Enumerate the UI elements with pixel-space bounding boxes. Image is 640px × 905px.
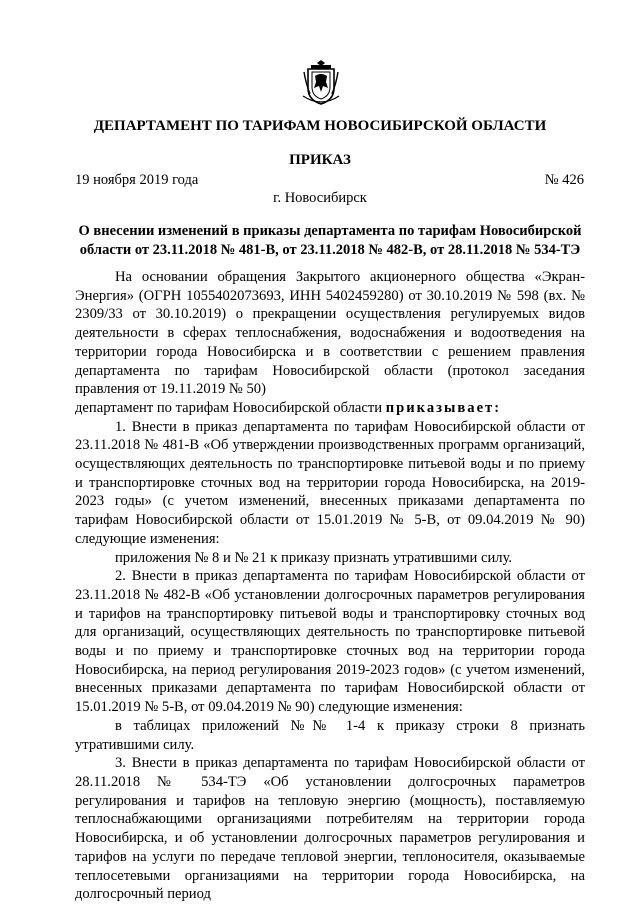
- document-number: № 426: [544, 172, 584, 188]
- paragraph-item-2-change: в таблицах приложений №№ 1-4 к приказу строки 8 признать утратившими силу.: [75, 717, 585, 753]
- paragraph-item-1-change: приложения № 8 и № 21 к приказу признать утратившими силу.: [115, 549, 513, 566]
- orders-keyword: приказывает:: [385, 399, 502, 416]
- department-name: ДЕПАРТАМЕНТ ПО ТАРИФАМ НОВОСИБИРСКОЙ ОБЛАСТИ: [93, 118, 547, 134]
- document-city: г. Новосибирск: [273, 190, 367, 206]
- document-date: 19 ноября 2019 года: [75, 172, 199, 188]
- paragraph-orders: [75, 399, 585, 418]
- paragraph-item-1: 1. Внести в приказ департамента по тарифам Новосибирской области от 23.11.2018 № 481-В «Об утверждении производственных программ организаций, осуществляющих деятельность по транспортировке питьевой воды и по приему и транспортировке сточных вод на территории города Новосибирска, на 2019-2023 годы» (с учетом изменений, внесенных приказами департамента по тарифам Новосибирской области от 15.01.2019 № 5-В, от 09.04.2019 № 90) следующие изменения:: [75, 418, 585, 547]
- paragraph-item-2: 2. Внести в приказ департамента по тарифам Новосибирской области от 23.11.2018 № 482-В «Об установлении долгосрочных параметров регулирования и тарифов на транспортировку питьевой воды и транспортировку сточных вод для организаций, осуществляющих деятельность по транспортировке питьевой воды и по приему и транспортировке сточных вод на территории города Новосибирска, на период регулирования 2019-2023 годов» (с учетом изменений, внесенных приказами департамента по тарифам Новосибирской области от 15.01.2019 № 5-В, от 09.04.2019 № 90) следующие изменения:: [75, 568, 585, 716]
- document-body: [75, 268, 585, 904]
- coat-of-arms-emblem: [302, 58, 340, 106]
- paragraph-item-3: 3. Внести в приказ департамента по тарифам Новосибирской области от 28.11.2018 № 534-ТЭ «Об установлении долгосрочных параметров регулирования и тарифов на тепловую энергию (мощность), поставляемую теплоснабжающими организациями потребителям на территории города Новосибирска, и об установлении долгосрочных параметров регулирования и тарифов на услуги по передаче тепловой энергии, теплоносителя, оказываемые теплосетевыми организациями на территории города Новосибирска, на долгосрочный период: [75, 755, 585, 903]
- orders-prefix: департамент по тарифам Новосибирской области: [75, 399, 386, 416]
- document-subject: О внесении изменений в приказы департамента по тарифам Новосибирской области от 23.11.2018 № 481-В, от 23.11.2018 № 482-В, от 28.11.2018 № 534-ТЭ: [78, 223, 582, 258]
- document-type: ПРИКАЗ: [289, 152, 351, 168]
- paragraph-basis: На основании обращения Закрытого акционерного общества «Экран-Энергия» (ОГРН 1055402073693, ИНН 5402459280) от 30.10.2019 № 598 (вх. № 2309/33 от 30.10.2019) о прекращении осуществления регулируемых видов деятельности в сферах теплоснабжения, водоснабжения и водоотведения на территории города Новосибирска и в соответствии с решением правления департамента по тарифам Новосибирской области (протокол заседания правления от 19.11.2019 № 50): [75, 269, 585, 398]
